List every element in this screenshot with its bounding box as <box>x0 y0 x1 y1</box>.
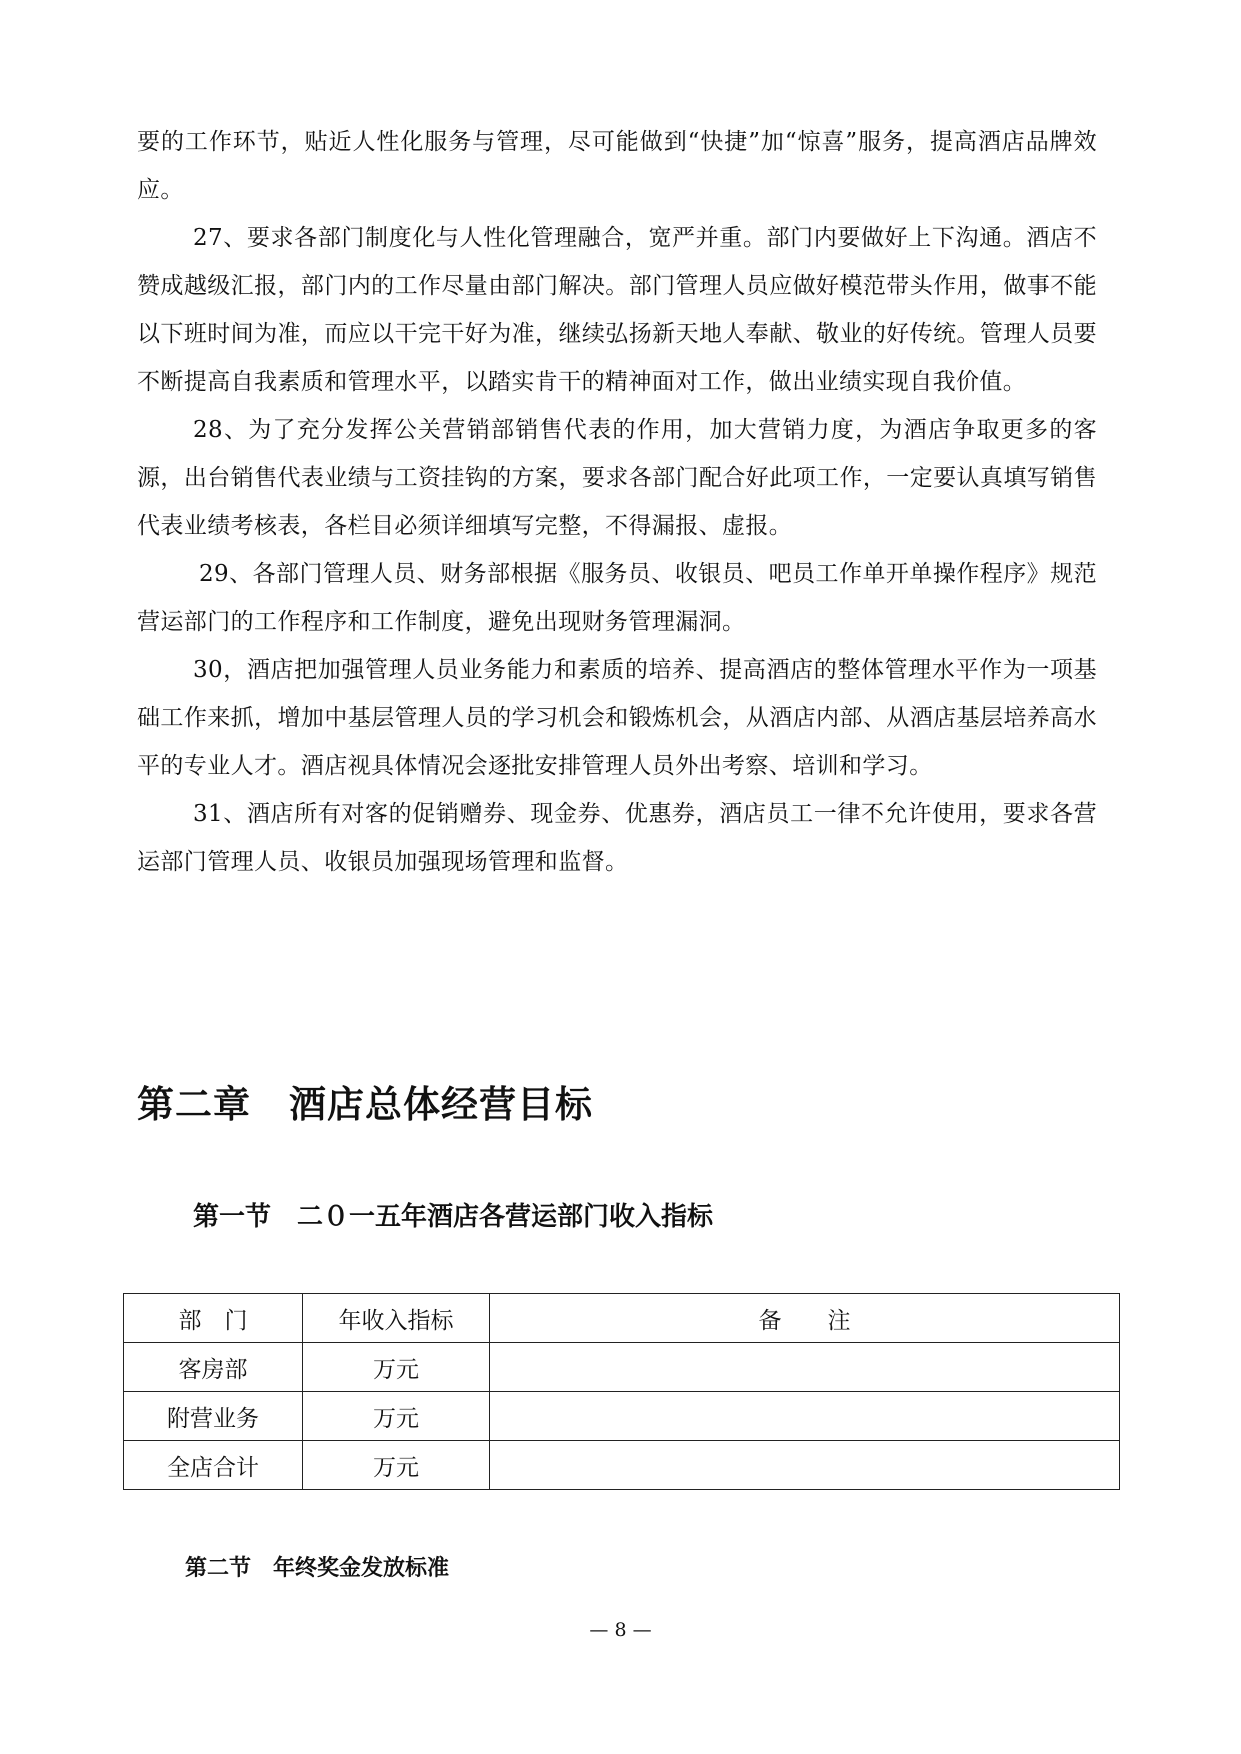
cell-department: 全店合计 <box>124 1441 303 1490</box>
header-remarks: 备 注 <box>490 1294 1120 1343</box>
cell-target: 万元 <box>303 1392 490 1441</box>
paragraph-31: 31、酒店所有对客的促销赠券、现金券、优惠券，酒店员工一律不允许使用，要求各营运部门管理人员、收银员加强现场管理和监督。 <box>137 801 1097 875</box>
cell-target: 万元 <box>303 1441 490 1490</box>
cell-note <box>490 1392 1120 1441</box>
cell-department: 附营业务 <box>124 1392 303 1441</box>
paragraph-29: 29、各部门管理人员、财务部根据《服务员、收银员、吧员工作单开单操作程序》规范营运部门的工作程序和工作制度，避免出现财务管理漏洞。 <box>137 561 1097 635</box>
section-title-revenue-targets: 第一节 二０一五年酒店各营运部门收入指标 <box>193 1202 714 1232</box>
header-department: 部 门 <box>124 1294 303 1343</box>
table-row <box>124 1441 1120 1490</box>
table-header-row <box>124 1294 1120 1343</box>
paragraph-30: 30，酒店把加强管理人员业务能力和素质的培养、提高酒店的整体管理水平作为一项基础工作来抓，增加中基层管理人员的学习机会和锻炼机会，从酒店内部、从酒店基层培养高水平的专业人才。酒店视具体情况会逐批安排管理人员外出考察、培训和学习。 <box>137 657 1097 779</box>
table-row <box>124 1343 1120 1392</box>
section-title-bonus-standard: 第二节 年终奖金发放标准 <box>185 1556 450 1581</box>
paragraph-continued: 要的工作环节，贴近人性化服务与管理，尽可能做到“快捷”加“惊喜”服务，提高酒店品牌效应。 <box>137 129 1097 203</box>
revenue-targets-table <box>123 1293 1120 1490</box>
cell-target: 万元 <box>303 1343 490 1392</box>
cell-note <box>490 1441 1120 1490</box>
cell-note <box>490 1343 1120 1392</box>
paragraph-27: 27、要求各部门制度化与人性化管理融合，宽严并重。部门内要做好上下沟通。酒店不赞成越级汇报，部门内的工作尽量由部门解决。部门管理人员应做好模范带头作用，做事不能以下班时间为准，而应以干完干好为准，继续弘扬新天地人奉献、敬业的好传统。管理人员要不断提高自我素质和管理水平，以踏实肯干的精神面对工作，做出业绩实现自我价值。 <box>137 225 1097 395</box>
body-text <box>137 118 1097 886</box>
paragraph-28: 28、为了充分发挥公关营销部销售代表的作用，加大营销力度，为酒店争取更多的客源，出台销售代表业绩与工资挂钩的方案，要求各部门配合好此项工作，一定要认真填写销售代表业绩考核表，各栏目必须详细填写完整，不得漏报、虚报。 <box>137 417 1097 539</box>
chapter-title: 第二章 酒店总体经营目标 <box>137 1083 593 1126</box>
header-annual-target: 年收入指标 <box>303 1294 490 1343</box>
cell-department: 客房部 <box>124 1343 303 1392</box>
table-row <box>124 1392 1120 1441</box>
page-number: — 8 — <box>589 1619 652 1641</box>
